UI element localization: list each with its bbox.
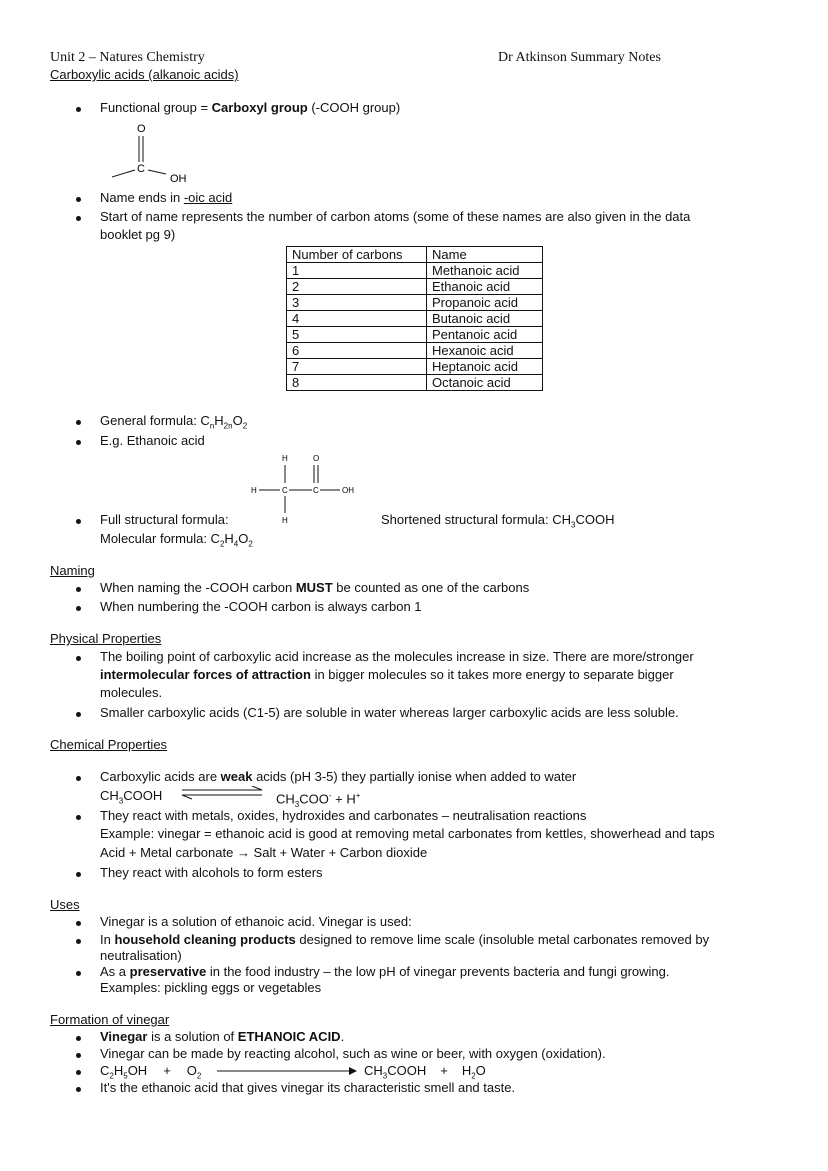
bullet <box>76 872 81 877</box>
bullet <box>76 587 81 592</box>
bullet <box>76 656 81 661</box>
vinegar-definition: Vinegar is a solution of ETHANOIC ACID. <box>100 1029 345 1044</box>
vinegar-smell-taste: It's the ethanoic acid that gives vinegar its characteristic smell and taste. <box>100 1080 516 1095</box>
bullet <box>76 197 81 202</box>
table-row <box>287 343 543 359</box>
table-cell: 5 <box>287 327 427 343</box>
bullet <box>76 921 81 926</box>
carbon-names-table <box>286 246 543 391</box>
shortened-formula: Shortened structural formula: $CH_3COOH$ <box>381 512 615 530</box>
table-cell: 6 <box>287 343 427 359</box>
table-cell: Octanoic acid <box>427 375 543 391</box>
bullet <box>76 606 81 611</box>
bullet <box>76 1087 81 1092</box>
bullet <box>76 519 81 524</box>
table-cell: Heptanoic acid <box>427 359 543 375</box>
diagram-h-left: H <box>251 486 257 495</box>
physical-line-3: molecules. <box>100 685 163 700</box>
bullet <box>76 420 81 425</box>
example-ethanoic: E.g. Ethanoic acid <box>100 433 205 448</box>
word-equation-line: Acid + Metal carbonate → Salt + Water + Carbon dioxide <box>100 845 428 860</box>
author-label: Dr Atkinson Summary Notes <box>498 50 661 65</box>
table-row <box>287 263 543 279</box>
vinegar-equation-reactants: $C_2H_5OH + O_2$ <box>100 1063 202 1081</box>
name-ending-line: Name ends in -oic acid <box>100 190 233 205</box>
vinegar-heading: Formation of vinegar <box>50 1012 170 1027</box>
vinegar-example-line: Example: vinegar = ethanoic acid is good at removing metal carbonates from kettles, showerhead and taps <box>100 826 715 841</box>
bullet <box>76 440 81 445</box>
table-cell: Butanoic acid <box>427 311 543 327</box>
table-row <box>287 375 543 391</box>
bullet <box>76 939 81 944</box>
naming-rule-2: When numbering the -COOH carbon is always carbon 1 <box>100 599 422 614</box>
bullet <box>76 216 81 221</box>
uses-cleaning: In household cleaning products designed to remove lime scale (insoluble metal carbonates removed by <box>100 932 710 947</box>
bullet <box>76 776 81 781</box>
table-row <box>287 279 543 295</box>
table-header: Name <box>427 247 543 263</box>
chemical-heading: Chemical Properties <box>50 737 168 752</box>
bullet <box>76 1036 81 1041</box>
unit-title: Unit 2 – Natures Chemistry <box>50 50 205 65</box>
diagram-oxygen: O <box>137 123 146 135</box>
diagram-c2: C <box>313 486 319 495</box>
table-cell: 4 <box>287 311 427 327</box>
table-row <box>287 295 543 311</box>
uses-preservative: As a preservative in the food industry – the low pH of vinegar prevents bacteria and fungi growing. <box>100 964 670 979</box>
table-cell: Hexanoic acid <box>427 343 543 359</box>
name-start-line: Start of name represents the number of carbon atoms (some of these names are also given in the data <box>100 209 691 224</box>
diagram-hydroxyl: OH <box>170 173 187 185</box>
name-start-line-2: booklet pg 9) <box>100 227 176 242</box>
diagram-oh: OH <box>342 486 354 495</box>
table-header: Number of carbons <box>287 247 427 263</box>
table-cell: Propanoic acid <box>427 295 543 311</box>
bullet <box>76 971 81 976</box>
bullet <box>76 1070 81 1075</box>
general-formula: General formula: $C_nH_{2n}O_2$ <box>100 413 248 431</box>
table-cell: Methanoic acid <box>427 263 543 279</box>
table-cell: Pentanoic acid <box>427 327 543 343</box>
table-header-row <box>287 247 543 263</box>
table-cell: 8 <box>287 375 427 391</box>
vinegar-made-by: Vinegar can be made by reacting alcohol, such as wine or beer, with oxygen (oxidation). <box>100 1046 606 1061</box>
neutralisation-line: They react with metals, oxides, hydroxides and carbonates – neutralisation reactions <box>100 808 587 823</box>
equilibrium-arrow-icon <box>180 786 265 800</box>
functional-group-line: Functional group = Carboxyl group (-COOH group) <box>100 100 401 115</box>
reaction-arrow-icon <box>216 1065 358 1077</box>
physical-heading: Physical Properties <box>50 631 162 646</box>
table-row <box>287 359 543 375</box>
naming-rule-1: When naming the -COOH carbon MUST be counted as one of the carbons <box>100 580 530 595</box>
ethanoic-acid-diagram <box>248 450 378 530</box>
physical-line-1: The boiling point of carboxylic acid increase as the molecules increase in size. There are more/stronger <box>100 649 694 664</box>
equilibrium-left: $CH_3COOH$ <box>100 788 163 806</box>
table-row <box>287 327 543 343</box>
diagram-h-bottom: H <box>282 516 288 525</box>
carboxyl-group-diagram <box>112 118 212 188</box>
bullet <box>76 712 81 717</box>
page-title: Carboxylic acids (alkanoic acids) <box>50 67 239 82</box>
uses-heading: Uses <box>50 897 80 912</box>
uses-preservative-2: Examples: pickling eggs or vegetables <box>100 980 322 995</box>
table-cell: 3 <box>287 295 427 311</box>
physical-solubility: Smaller carboxylic acids (C1-5) are soluble in water whereas larger carboxylic acids are less soluble. <box>100 705 679 720</box>
bullet <box>76 107 81 112</box>
diagram-carbon: C <box>137 163 145 175</box>
bullet <box>76 1053 81 1058</box>
full-structural-label: Full structural formula: <box>100 512 229 527</box>
diagram-o-top: O <box>313 454 320 463</box>
uses-intro: Vinegar is a solution of ethanoic acid. Vinegar is used: <box>100 914 412 929</box>
bullet <box>76 815 81 820</box>
table-row <box>287 311 543 327</box>
diagram-h-top: H <box>282 454 288 463</box>
equilibrium-right: $CH_3COO^- + H^+$ <box>276 791 361 809</box>
table-cell: 7 <box>287 359 427 375</box>
diagram-c1: C <box>282 486 288 495</box>
naming-heading: Naming <box>50 563 95 578</box>
table-cell: Ethanoic acid <box>427 279 543 295</box>
table-cell: 2 <box>287 279 427 295</box>
esters-line: They react with alcohols to form esters <box>100 865 323 880</box>
vinegar-equation-products: $CH_3COOH + H_2O$ <box>364 1063 486 1081</box>
physical-line-2: intermolecular forces of attraction in bigger molecules so it takes more energy to separate bigger <box>100 667 674 682</box>
weak-acid-line: Carboxylic acids are weak acids (pH 3-5) they partially ionise when added to water <box>100 769 577 784</box>
molecular-formula: Molecular formula: $C_2H_4O_2$ <box>100 531 253 549</box>
table-cell: 1 <box>287 263 427 279</box>
uses-cleaning-2: neutralisation) <box>100 948 182 963</box>
